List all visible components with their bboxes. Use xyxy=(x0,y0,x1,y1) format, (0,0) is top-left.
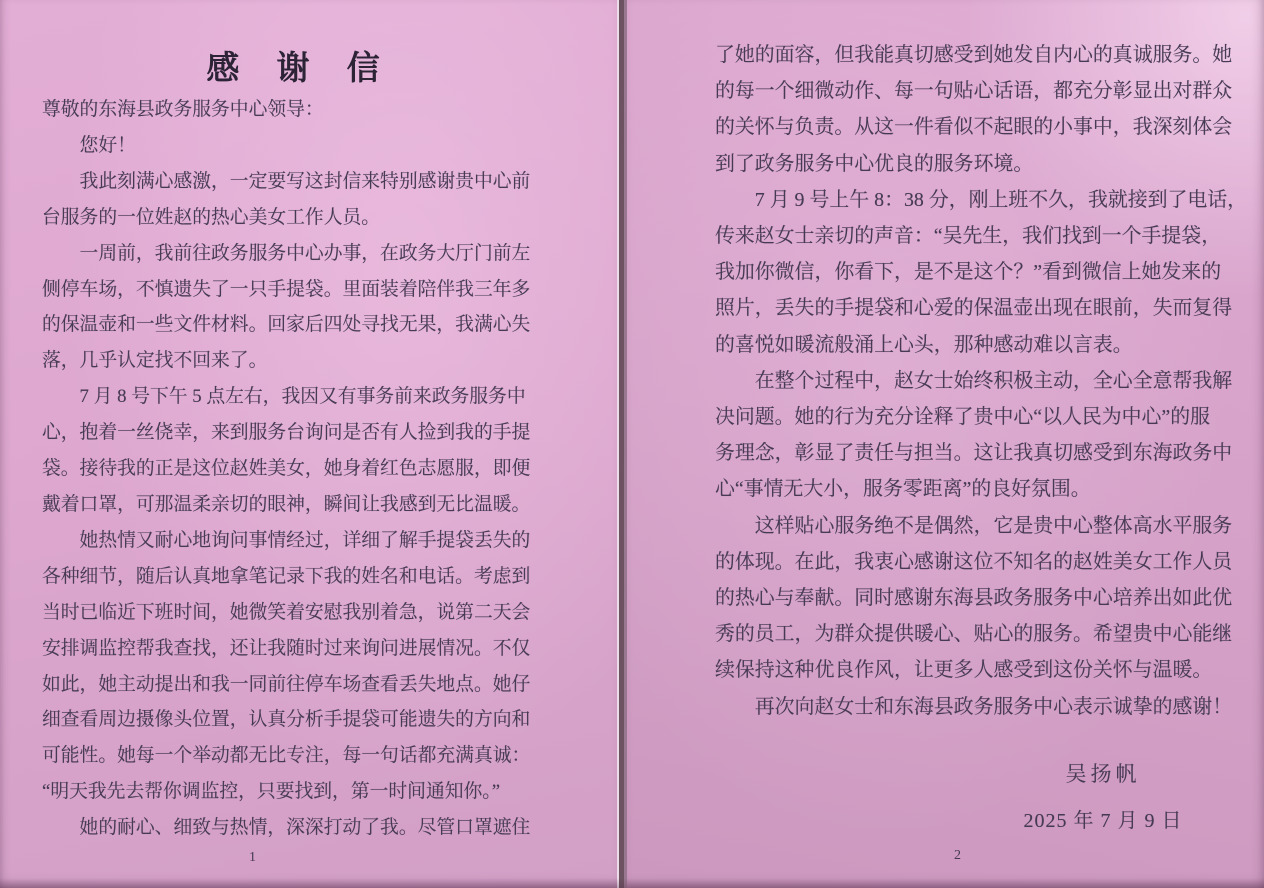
text-line: 秀的员工，为群众提供暖心、贴心的服务。希望贵中心能继 xyxy=(715,623,1233,646)
text-line: 我此刻满心感激，一定要写这封信来特别感谢贵中心前 xyxy=(42,170,531,192)
text-line: 传来赵女士亲切的声音：“吴先生，我们找到一个手提袋， xyxy=(715,225,1222,248)
text-line: 一周前，我前往政务服务中心办事，在政务大厅门前左 xyxy=(42,242,531,264)
text-line: 她热情又耐心地询问事情经过，详细了解手提袋丢失的 xyxy=(42,529,531,551)
text-line: 可能性。她每一个举动都无比专注，每一句话都充满真诚： xyxy=(42,745,531,767)
text-line: 尊敬的东海县政务服务中心领导： xyxy=(42,99,324,120)
letter-body-page-2 xyxy=(715,37,1255,725)
text-line: 心，抱着一丝侥幸，来到服务台询问是否有人捡到我的手提 xyxy=(42,422,531,444)
text-line: 的关怀与负责。从这一件看似不起眼的小事中，我深刻体会 xyxy=(715,116,1233,139)
text-line: 心“事情无大小，服务零距离”的良好氛围。 xyxy=(715,478,1091,501)
text-line: 我加你微信，你看下，是不是这个？”看到微信上她发来的 xyxy=(715,261,1222,284)
text-line: 的体现。在此，我衷心感谢这位不知名的赵姓美女工作人员 xyxy=(715,550,1233,573)
text-line: 侧停车场，不慎遗失了一只手提袋。里面装着陪伴我三年多 xyxy=(42,278,531,300)
text-line: 您好！ xyxy=(42,134,136,156)
text-line: 7 月 9 号上午 8：38 分，刚上班不久，我就接到了电话， xyxy=(715,188,1248,211)
text-line: 台服务的一位姓赵的热心美女工作人员。 xyxy=(42,206,381,228)
letter-body-page-1 xyxy=(42,92,582,846)
text-line: 7 月 8 号下午 5 点左右，我因又有事务前来政务服务中 xyxy=(42,386,526,408)
signature-name: 吴扬帆 xyxy=(1065,762,1141,786)
text-line: 如此，她主动提出和我一同前往停车场查看丢失地点。她仔 xyxy=(42,673,531,695)
text-line: 了她的面容，但我能真切感受到她发自内心的真诚服务。她 xyxy=(715,44,1233,66)
page-number-2: 2 xyxy=(954,848,961,863)
text-line: 细查看周边摄像头位置，认真分析手提袋可能遗失的方向和 xyxy=(42,709,531,731)
text-line: 的热心与奉献。同时感谢东海县政务服务中心培养出如此优 xyxy=(715,587,1233,610)
letter-title: 感 谢 信 xyxy=(206,49,394,86)
text-line: 当时已临近下班时间，她微笑着安慰我别着急，说第二天会 xyxy=(42,601,531,623)
text-line: 袋。接待我的正是这位赵姓美女，她身着红色志愿服，即便 xyxy=(42,458,531,480)
text-line: 的保温壶和一些文件材料。回家后四处寻找无果，我满心失 xyxy=(42,314,531,336)
text-line: 落，几乎认定找不回来了。 xyxy=(42,350,268,372)
text-line: 各种细节，随后认真地拿笔记录下我的姓名和电话。考虑到 xyxy=(42,565,531,587)
text-line: 的每一个细微动作、每一句贴心话语，都充分彰显出对群众 xyxy=(715,80,1233,103)
text-line: 决问题。她的行为充分诠释了贵中心“以人民为中心”的服 xyxy=(715,406,1211,429)
letter-page-1 xyxy=(0,0,617,888)
letter-page-2 xyxy=(627,0,1264,888)
text-line: 到了政务服务中心优良的服务环境。 xyxy=(715,152,1034,175)
text-line: 安排调监控帮我查找，还让我随时过来询问进展情况。不仅 xyxy=(42,637,531,659)
text-line: 务理念，彰显了责任与担当。这让我真切感受到东海政务中 xyxy=(715,442,1233,465)
text-line: 续保持这种优良作风，让更多人感受到这份关怀与温暖。 xyxy=(715,659,1213,682)
signature-date: 2025 年 7 月 9 日 xyxy=(1023,810,1183,832)
text-line: “明天我先去帮你调监控，只要找到，第一时间通知你。” xyxy=(42,781,501,803)
text-line: 再次向赵女士和东海县政务服务中心表示诚挚的感谢！ xyxy=(715,695,1233,718)
text-line: 照片，丢失的手提袋和心爱的保温壶出现在眼前，失而复得 xyxy=(715,297,1233,320)
text-line: 戴着口罩，可那温柔亲切的眼神，瞬间让我感到无比温暖。 xyxy=(42,493,531,515)
text-line: 这样贴心服务绝不是偶然，它是贵中心整体高水平服务 xyxy=(715,514,1233,537)
page-seam-divider xyxy=(617,0,627,888)
text-line: 在整个过程中，赵女士始终积极主动，全心全意帮我解 xyxy=(715,369,1233,392)
text-line: 她的耐心、细致与热情，深深打动了我。尽管口罩遮住 xyxy=(42,817,531,839)
text-line: 的喜悦如暖流般涌上心头，那种感动难以言表。 xyxy=(715,333,1133,356)
page-number-1: 1 xyxy=(249,850,256,865)
